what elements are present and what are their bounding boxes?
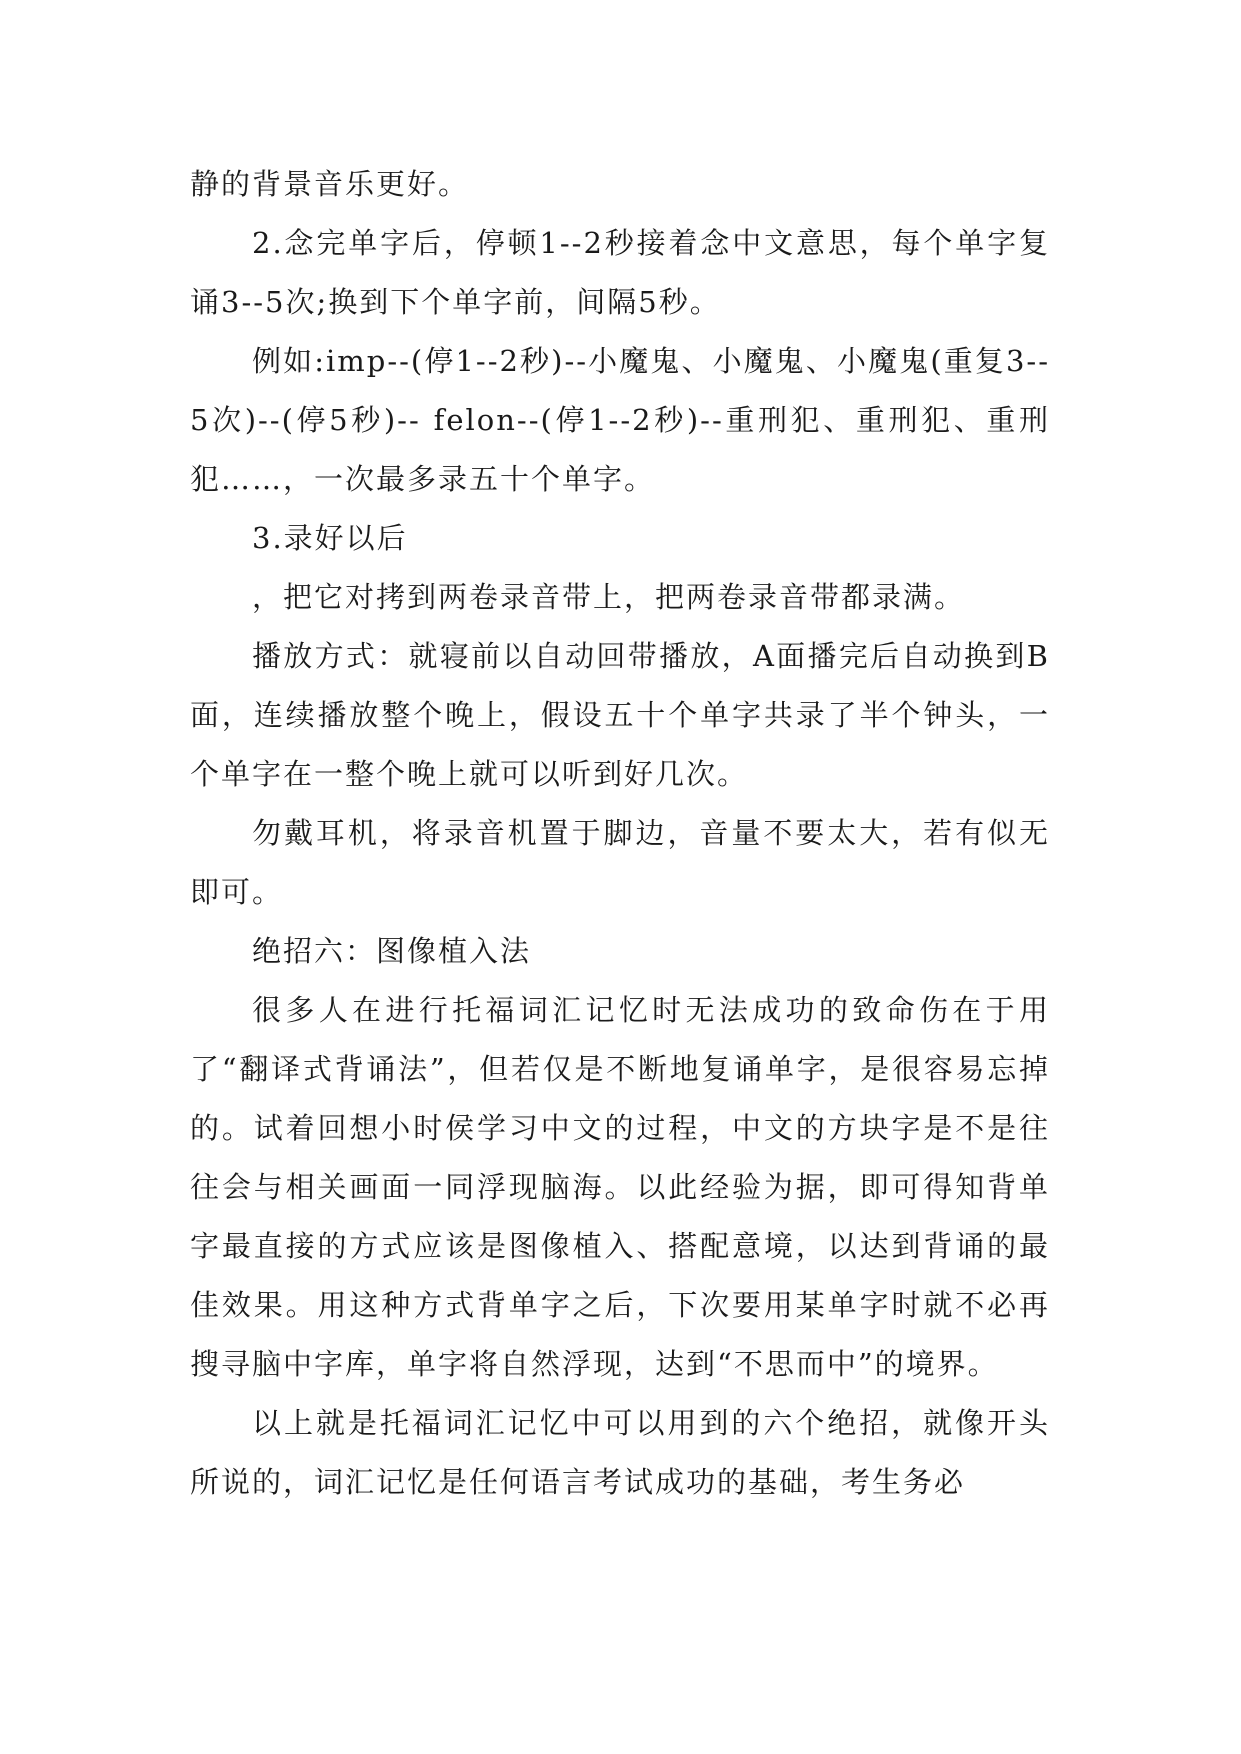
paragraph-continuation: 静的背景音乐更好。 — [190, 167, 470, 201]
paragraph-copy-tapes: ，把它对拷到两卷录音带上，把两卷录音带都录满。 — [252, 580, 966, 614]
body-text — [190, 155, 1050, 1512]
paragraph-summary: 以上就是托福词汇记忆中可以用到的六个绝招，就像开头所说的，词汇记忆是任何语言考试成功的基础，考生务必 — [190, 1406, 1050, 1499]
paragraph-image-method: 很多人在进行托福词汇记忆时无法成功的致命伤在于用了“翻译式背诵法”，但若仅是不断地复诵单字，是很容易忘掉的。试着回想小时侯学习中文的过程，中文的方块字是不是往往会与相关画面一同浮现脑海。以此经验为据，即可得知背单字最直接的方式应该是图像植入、搭配意境，以达到背诵的最佳效果。用这种方式背单字之后，下次要用某单字时就不必再搜寻脑中字库，单字将自然浮现，达到“不思而中”的境界。 — [190, 993, 1050, 1381]
paragraph-no-headphones: 勿戴耳机，将录音机置于脚边，音量不要太大，若有似无即可。 — [190, 816, 1050, 909]
section-heading: 绝招六：图像植入法 — [252, 934, 532, 968]
paragraph-step-3: 3.录好以后 — [252, 521, 408, 555]
paragraph-example: 例如:imp--(停1--2秒)--小魔鬼、小魔鬼、小魔鬼(重复3--5次)--(停5秒)-- felon--(停1--2秒)--重刑犯、重刑犯、重刑犯……，一次最多录五十个单字。 — [190, 344, 1050, 496]
paragraph-step-2: 2.念完单字后，停顿1--2秒接着念中文意思，每个单字复诵3--5次;换到下个单字前，间隔5秒。 — [190, 226, 1050, 319]
paragraph-playback: 播放方式：就寝前以自动回带播放，A面播完后自动换到B面，连续播放整个晚上，假设五十个单字共录了半个钟头，一个单字在一整个晚上就可以听到好几次。 — [190, 639, 1050, 791]
